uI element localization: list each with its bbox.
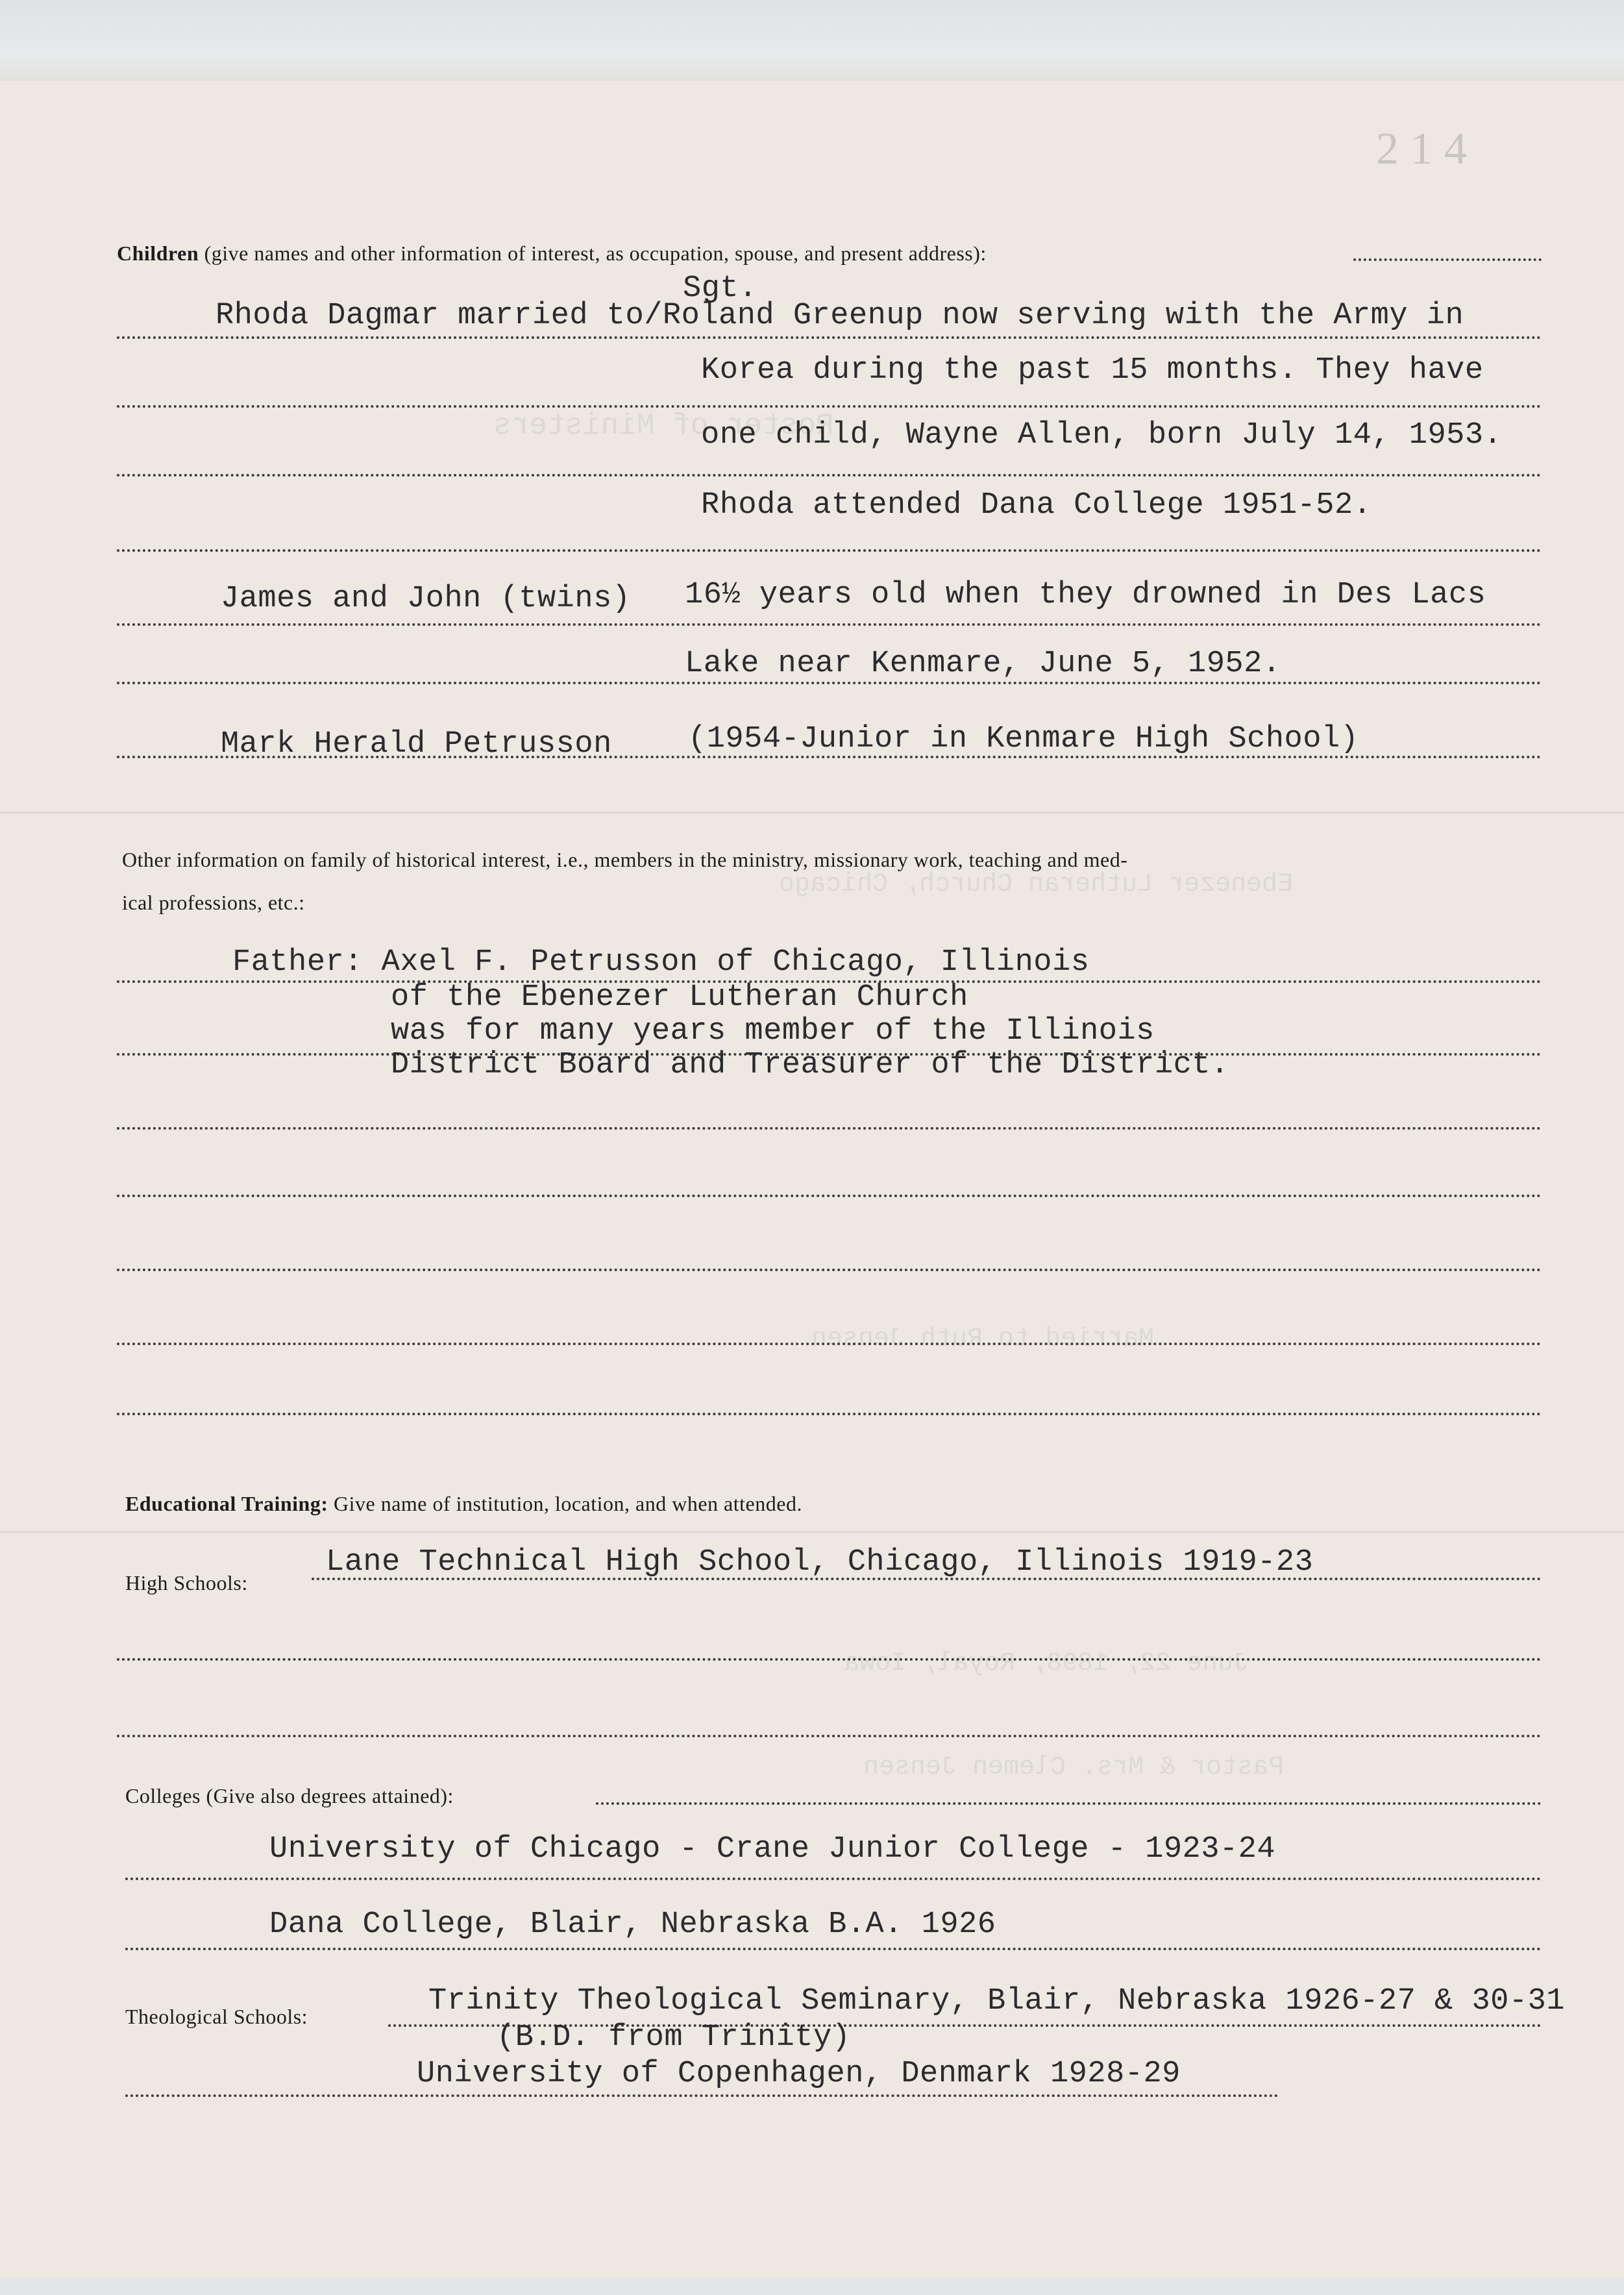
typed-line: District Board and Treasurer of the District. (391, 1048, 1229, 1082)
typed-line: University of Chicago - Crane Junior College - 1923-24 (269, 1832, 1276, 1867)
typed-line: Sgt. (683, 271, 757, 306)
bleed-through: Married to Ruth Jensen (811, 1324, 1155, 1354)
dotted-line (117, 1269, 1542, 1271)
dotted-line (117, 1195, 1542, 1197)
dotted-line (125, 1948, 1542, 1950)
typed-line: 16½ years old when they drowned in Des Lacs (685, 578, 1486, 612)
other-info-label: Other information on family of historical interest, i.e., members in the ministry, missionary work, teaching and med- (122, 848, 1128, 871)
dotted-line (117, 549, 1542, 552)
typed-line: James and John (twins) (221, 582, 631, 616)
paper-fold (0, 812, 1624, 814)
dotted-line (117, 405, 1542, 408)
colleges-label: Colleges (Give also degrees attained): (125, 1784, 454, 1807)
dotted-line (1353, 258, 1542, 261)
dotted-line (596, 1802, 1542, 1805)
dotted-line (117, 1127, 1542, 1130)
scanner-top-edge (0, 0, 1624, 81)
dotted-line (117, 474, 1542, 477)
typed-line: was for many years member of the Illinois (391, 1014, 1155, 1048)
typed-line: Rhoda Dagmar married to/Roland Greenup now serving with the Army in (215, 299, 1464, 333)
high-schools-label: High Schools: (125, 1571, 248, 1594)
typed-line: of the Ebenezer Lutheran Church (391, 980, 968, 1015)
typed-line: Dana College, Blair, Nebraska B.A. 1926 (269, 1907, 996, 1942)
typed-line: (B.D. from Trinity) (497, 2020, 851, 2055)
children-label: Children (give names and other information of interest, as occupation, spouse, and present address): (117, 242, 987, 265)
education-label: Educational Training: Give name of institution, location, and when attended. (125, 1492, 802, 1515)
typed-line: one child, Wayne Allen, born July 14, 1953. (701, 418, 1503, 453)
theological-label: Theological Schools: (125, 2005, 308, 2028)
dotted-line (125, 2094, 1279, 2097)
dotted-line (117, 1735, 1542, 1737)
dotted-line (117, 336, 1542, 339)
pencil-page-number: 2 1 4 (1376, 124, 1467, 174)
typed-line: Trinity Theological Seminary, Blair, Nebraska 1926-27 & 30-31 (428, 1984, 1565, 2018)
dotted-line (117, 1658, 1542, 1661)
typed-line: Lake near Kenmare, June 5, 1952. (685, 647, 1281, 681)
typed-line: Rhoda attended Dana College 1951-52. (701, 488, 1372, 523)
bleed-through: Ebenezer Lutheran Church, Chicago (779, 870, 1294, 899)
dotted-line (117, 1413, 1542, 1415)
typed-line: Father: Axel F. Petrusson of Chicago, Illinois (232, 945, 1090, 980)
other-info-label-cont: ical professions, etc.: (122, 891, 305, 914)
dotted-line (125, 1878, 1542, 1880)
paper-fold (0, 1531, 1624, 1533)
bleed-through: June 22, 1898, Royal, Iowa (844, 1649, 1249, 1678)
typed-line: Lane Technical High School, Chicago, Illinois 1919-23 (326, 1545, 1314, 1580)
bleed-through: Roster of Ministers (493, 409, 834, 443)
typed-line: (1954-Junior in Kenmare High School) (688, 722, 1359, 756)
bleed-through: Pastor & Mrs. Clemen Jensen (863, 1753, 1285, 1782)
dotted-line (117, 623, 1542, 626)
dotted-line (117, 1343, 1542, 1345)
typed-line: Korea during the past 15 months. They have (701, 353, 1484, 388)
typed-line: University of Copenhagen, Denmark 1928-29 (417, 2057, 1181, 2091)
scanner-bottom-edge (0, 2279, 1624, 2295)
typed-line: Mark Herald Petrusson (221, 727, 612, 762)
dotted-line (117, 682, 1542, 684)
